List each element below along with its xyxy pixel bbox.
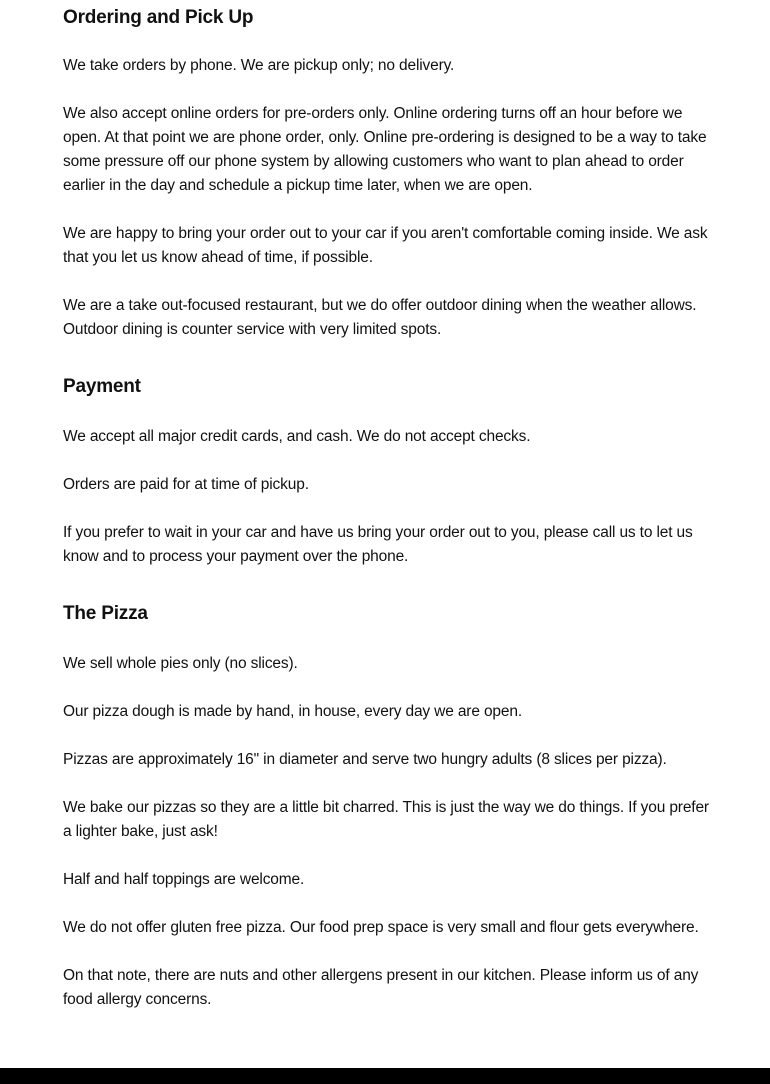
paragraph: We bake our pizzas so they are a little bit charred. This is just the way we do things. If you prefer a lighter bake, just ask! — [63, 799, 709, 840]
paragraph: We take orders by phone. We are pickup only; no delivery. — [63, 57, 455, 74]
paragraph: Pizzas are approximately 16" in diameter and serve two hungry adults (8 slices per pizza). — [63, 751, 667, 768]
paragraph: We are happy to bring your order out to your car if you aren't comfortable coming inside. We ask that you let us know ahead of time, if possible. — [63, 225, 708, 266]
paragraph: We also accept online orders for pre-orders only. Online ordering turns off an hour before we open. At that point we are phone order, only. Online pre-ordering is designed to be a way to take some pressure off our phone system by allowing customers who want to plan ahead to order earlier in the day and schedule a pickup time later, when we are open. — [63, 105, 707, 194]
paragraph: We are a take out-focused restaurant, but we do offer outdoor dining when the weather allows. Outdoor dining is counter service with very limited spots. — [63, 297, 697, 338]
paragraph: We sell whole pies only (no slices). — [63, 655, 298, 672]
paragraph: We accept all major credit cards, and cash. We do not accept checks. — [63, 428, 531, 445]
section-title-pizza: The Pizza — [63, 603, 148, 624]
paragraph: Our pizza dough is made by hand, in house, every day we are open. — [63, 703, 522, 720]
section-title-payment: Payment — [63, 376, 141, 397]
footer-bar — [0, 1068, 770, 1084]
paragraph: If you prefer to wait in your car and have us bring your order out to you, please call us to let us know and to process your payment over the phone. — [63, 524, 693, 565]
paragraph: On that note, there are nuts and other allergens present in our kitchen. Please inform us of any food allergy concerns. — [63, 967, 699, 1008]
paragraph: Half and half toppings are welcome. — [63, 871, 305, 888]
section-title-ordering: Ordering and Pick Up — [63, 7, 254, 28]
paragraph: Orders are paid for at time of pickup. — [63, 476, 309, 493]
page-content — [63, 0, 713, 1012]
paragraph: We do not offer gluten free pizza. Our food prep space is very small and flour gets everywhere. — [63, 919, 699, 936]
